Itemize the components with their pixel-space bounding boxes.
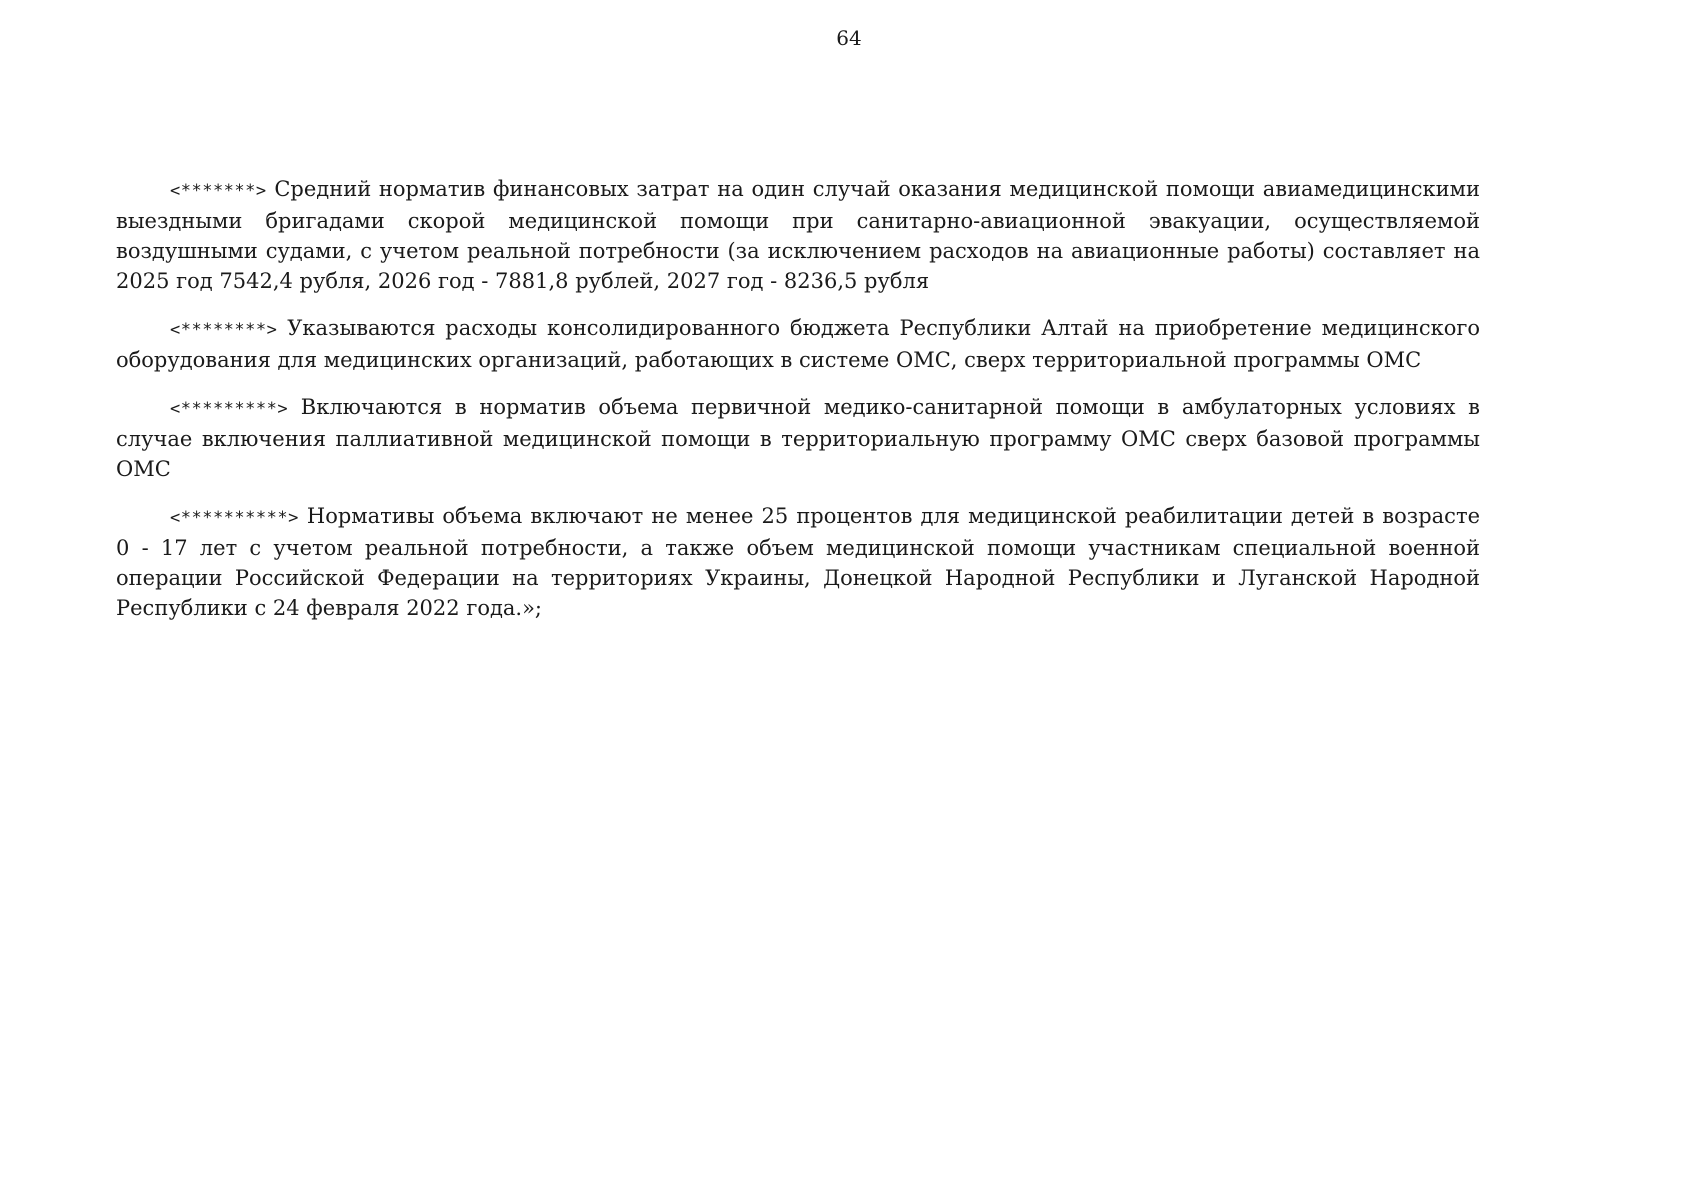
footnote-marker: <*******> (170, 181, 267, 201)
footnote-marker: <*********> (170, 399, 289, 419)
footnote-text: Указываются расходы консолидированного бюджета Республики Алтай на приобретение медицинского оборудования для медицинских организаций, работающих в системе ОМС, сверх территориальной программы ОМС (116, 316, 1480, 372)
footnotes-section (116, 174, 1480, 640)
footnote-9 (116, 392, 1480, 484)
footnote-text: Средний норматив финансовых затрат на один случай оказания медицинской помощи авиамедицинскими выездными бригадами скорой медицинской помощи при санитарно-авиационной эвакуации, осуществляемой воздушными судами, с учетом реальной потребности (за исключением расходов на авиационные работы) составляет на 2025 год 7542,4 рубля, 2026 год - 7881,8 рублей, 2027 год - 8236,5 рубля (116, 177, 1480, 293)
footnote-10 (116, 501, 1480, 623)
page-number: 64 (836, 26, 862, 50)
footnote-marker: <**********> (170, 508, 299, 528)
footnote-7 (116, 174, 1480, 296)
footnote-8 (116, 313, 1480, 375)
footnote-text: Включаются в норматив объема первичной медико-санитарной помощи в амбулаторных условиях в случае включения паллиативной медицинской помощи в территориальную программу ОМС сверх базовой программы ОМС (116, 395, 1480, 481)
footnote-text: Нормативы объема включают не менее 25 процентов для медицинской реабилитации детей в возрасте 0 - 17 лет с учетом реальной потребности, а также объем медицинской помощи участникам специальной военной операции Российской Федерации на территориях Украины, Донецкой Народной Республики и Луганской Народной Республики с 24 февраля 2022 года.»; (116, 504, 1480, 620)
footnote-marker: <********> (170, 320, 278, 340)
